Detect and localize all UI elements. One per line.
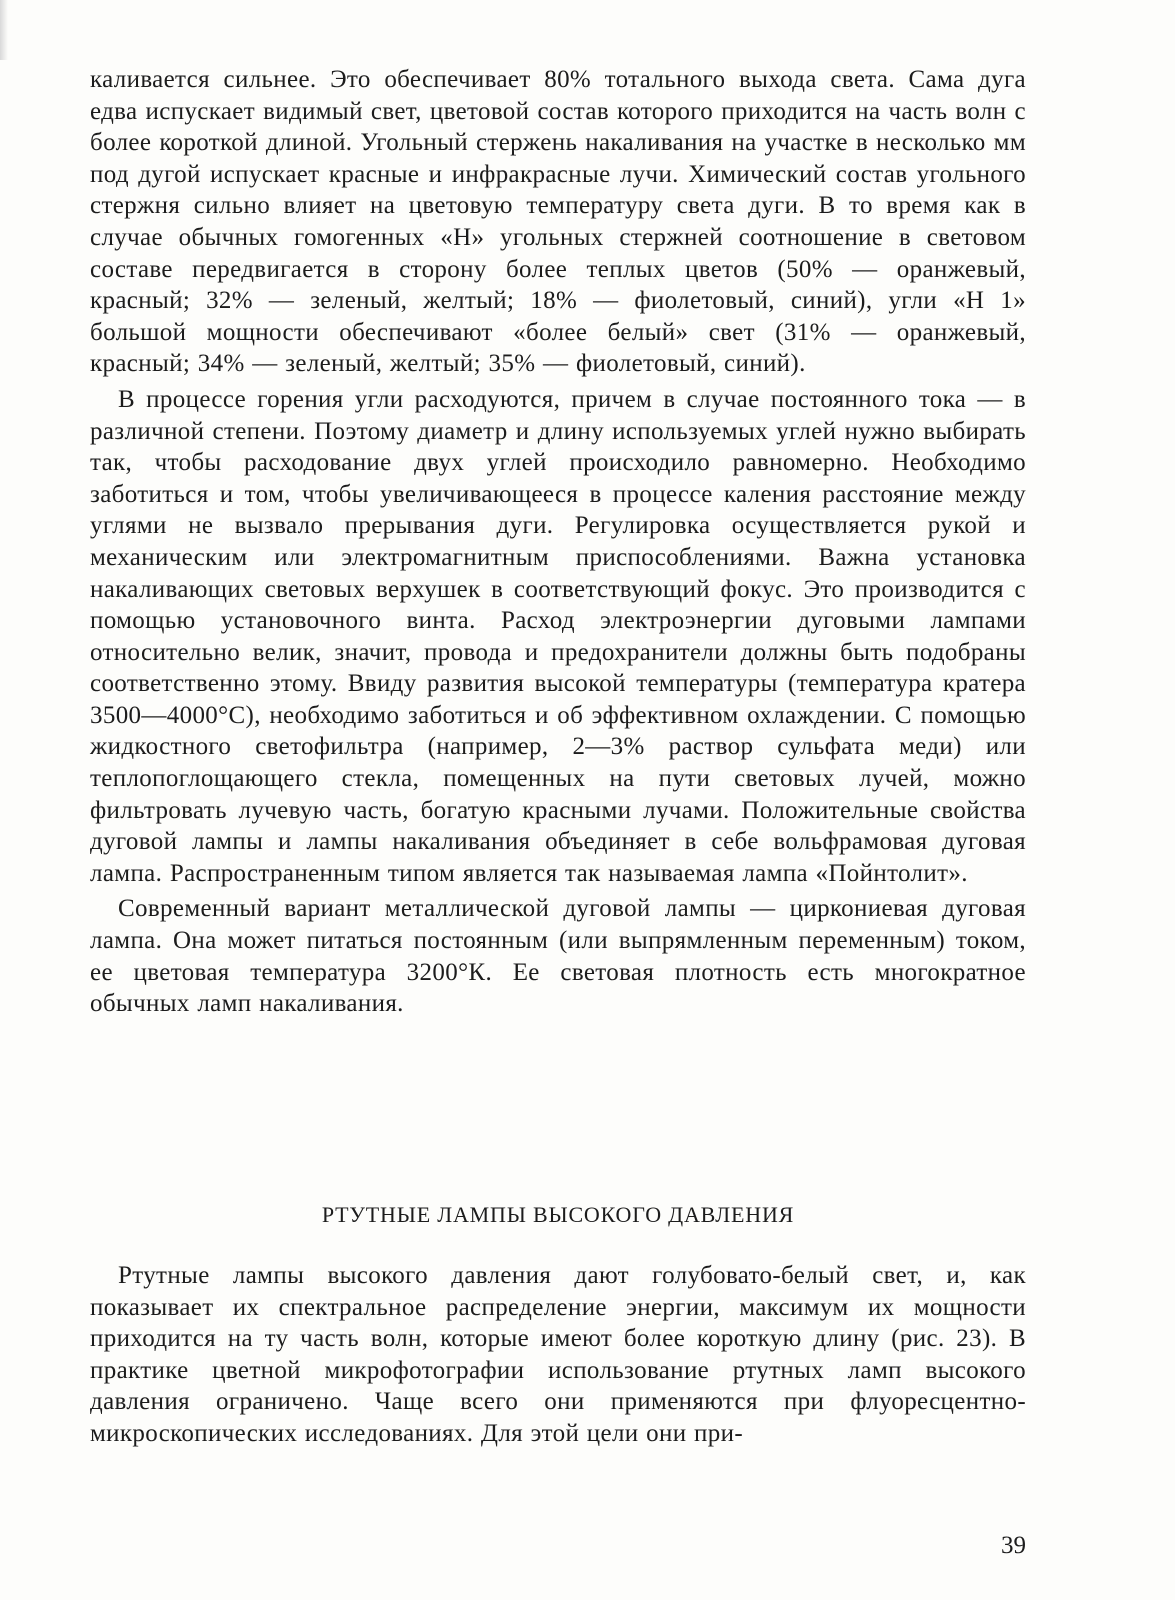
section-heading: РТУТНЫЕ ЛАМПЫ ВЫСОКОГО ДАВЛЕНИЯ <box>321 1202 795 1227</box>
scan-edge-shadow <box>0 0 8 60</box>
paragraph-arc-light-spectrum: каливается сильнее. Это обеспечивает 80% тотального выхода света. Сама дуга едва испускает видимый свет, цветовой состав которого приходится на часть волн с более короткой длиной. Угольный стержень накаливания на участке в несколько мм под дугой испускает красные и инфракрасные лучи. Химический состав угольного стержня сильно влияет на цветовую температуру света дуги. В то время как в случае обычных гомогенных «Н» угольных стержней соотношение в световом составе передвигается в сторону более теплых цветов (50% — оранжевый, красный; 32% — зеленый, желтый; 18% — фиолетовый, синий), угли «Н 1» большой мощности обеспечивают «более белый» свет (31% — оранжевый, красный; 34% — зеленый, желтый; 35% — фиолетовый, синий). <box>90 66 1026 378</box>
paragraph-zirconium-lamp: Современный вариант металлической дуговой лампы — циркониевая дуговая лампа. Она может питаться постоянным (или выпрямленным переменным) током, ее цветовая температура 3200°К. Ее световая плотность есть многократное обычных ламп накаливания. <box>90 895 1026 1018</box>
text-block-bottom <box>90 1260 1026 1450</box>
page-number: 39 <box>1001 1532 1026 1559</box>
text-block-top <box>90 64 1026 1020</box>
paragraph-carbon-consumption: В процессе горения угли расходуются, причем в случае постоянного тока — в различной степени. Поэтому диаметр и длину используемых углей нужно выбирать так, чтобы расходование двух углей происходило равномерно. Необходимо заботиться и том, чтобы увеличивающееся в процессе каления расстояние между углями не вызвало прерывания дуги. Регулировка осуществляется рукой и механическим или электромагнитным приспособлениями. Важна установка накаливающих световых верхушек в соответствующий фокус. Это производится с помощью установочного винта. Расход электроэнергии дуговыми лампами относительно велик, значит, провода и предохранители должны быть подобраны соответственно этому. Ввиду развития высокой температуры (температура кратера 3500—4000°С), необходимо заботиться и об эффективном охлаждении. С помощью жидкостного светофильтра (например, 2—3% раствор сульфата меди) или теплопоглощающего стекла, помещенных на пути световых лучей, можно фильтровать лучевую часть, богатую красными лучами. Положительные свойства дуговой лампы и лампы накаливания объединяет в себе вольфрамовая дуговая лампа. Распространенным типом является так называемая лампа «Пойнтолит». <box>90 385 1026 887</box>
paragraph-mercury-lamps: Ртутные лампы высокого давления дают голубовато-белый свет, и, как показывает их спектральное распределение энергии, максимум их мощности приходится на ту часть волн, которые имеют более короткую длину (рис. 23). В практике цветной микрофотографии использование ртутных ламп высокого давления ограничено. Чаще всего они применяются при флуоресцентно-микроскопических исследованиях. Для этой цели они при- <box>90 1262 1026 1447</box>
